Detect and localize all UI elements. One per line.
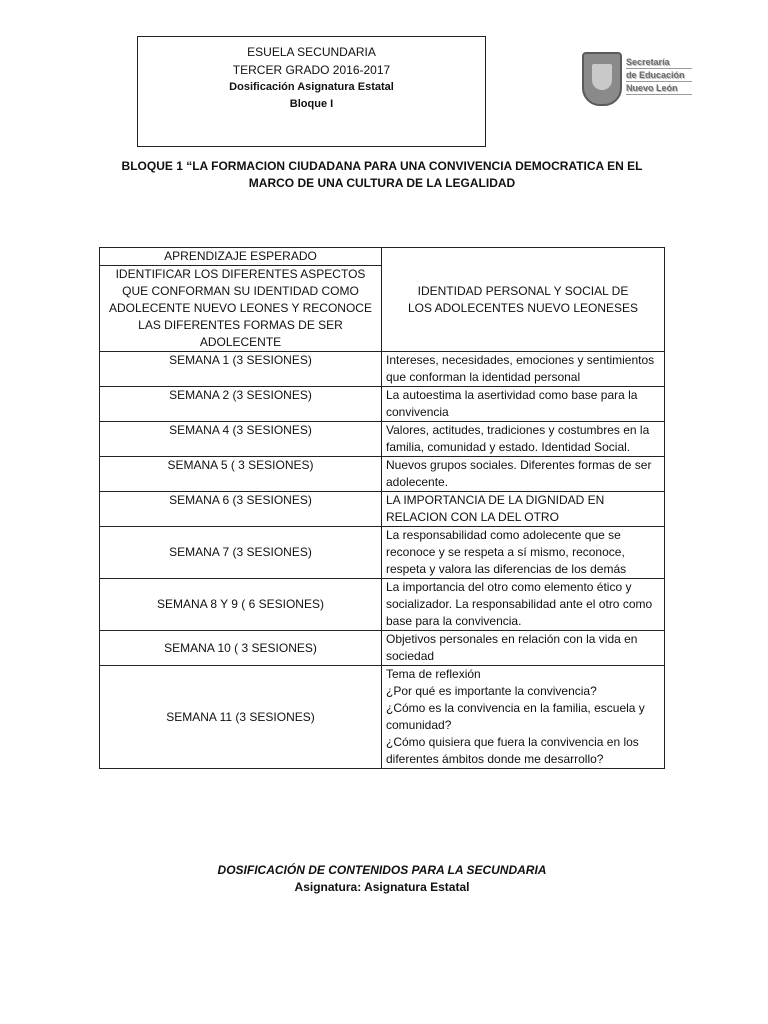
logo-line-2: de Educación: [626, 69, 692, 82]
table-row: [100, 579, 665, 631]
week-cell: SEMANA 7 (3 SESIONES): [100, 527, 382, 579]
expected-learning-text: IDENTIFICAR LOS DIFERENTES ASPECTOS QUE CONFORMAN SU IDENTIDAD COMO ADOLECENTE NUEVO LEONES Y RECONOCE LAS DIFERENTES FORMAS DE SER ADOLECENTE: [109, 267, 372, 349]
logo-text: [626, 56, 692, 95]
table-row: [100, 666, 665, 769]
topic-header: IDENTIDAD PERSONAL Y SOCIAL DE LOS ADOLECENTES NUEVO LEONESES: [382, 248, 665, 352]
table-row: [100, 492, 665, 527]
footer-title: DOSIFICACIÓN DE CONTENIDOS PARA LA SECUNDARIA: [217, 863, 547, 877]
content-cell: Intereses, necesidades, emociones y sentimientos que conforman la identidad personal: [382, 352, 665, 387]
week-cell: SEMANA 4 (3 SESIONES): [100, 422, 382, 457]
table-row: [100, 387, 665, 422]
content-cell: [382, 666, 665, 769]
content-cell: Nuevos grupos sociales. Diferentes formas de ser adolecente.: [382, 457, 665, 492]
content-cell: Objetivos personales en relación con la vida en sociedad: [382, 631, 665, 666]
reflection-line: Tema de reflexión: [386, 667, 481, 681]
table-row: [100, 457, 665, 492]
expected-learning-label: APRENDIZAJE ESPERADO: [100, 248, 381, 266]
expected-learning-cell: [100, 248, 382, 352]
table-header-row: [100, 248, 665, 352]
week-cell: SEMANA 1 (3 SESIONES): [100, 352, 382, 387]
week-cell: SEMANA 8 Y 9 ( 6 SESIONES): [100, 579, 382, 631]
header-box: [137, 36, 486, 147]
logo-line-3: Nuevo León: [626, 82, 692, 95]
content-cell: La importancia del otro como elemento ético y socializador. La responsabilidad ante el otro como base para la convivencia.: [382, 579, 665, 631]
logo-line-1: Secretaría: [626, 56, 692, 69]
reflection-line: ¿Cómo es la convivencia en la familia, escuela y comunidad?: [386, 701, 645, 732]
table-row: [100, 422, 665, 457]
grade-year: TERCER GRADO 2016-2017: [232, 63, 391, 77]
coat-of-arms-icon: [582, 52, 622, 106]
table-row: [100, 631, 665, 666]
week-cell: SEMANA 11 (3 SESIONES): [100, 666, 382, 769]
secretaria-logo: [582, 46, 692, 116]
footer-subject: Asignatura: Asignatura Estatal: [294, 880, 470, 894]
week-cell: SEMANA 5 ( 3 SESIONES): [100, 457, 382, 492]
dosificacion-table: [99, 247, 665, 769]
content-cell: LA IMPORTANCIA DE LA DIGNIDAD EN RELACION CON LA DEL OTRO: [382, 492, 665, 527]
week-cell: SEMANA 10 ( 3 SESIONES): [100, 631, 382, 666]
bloque-title: BLOQUE 1 “LA FORMACION CIUDADANA PARA UNA CONVIVENCIA DEMOCRATICA EN EL MARCO DE UNA CULTURA DE LA LEGALIDAD: [121, 159, 643, 190]
reflection-line: ¿Por qué es importante la convivencia?: [386, 684, 597, 698]
week-cell: SEMANA 2 (3 SESIONES): [100, 387, 382, 422]
table-row: [100, 352, 665, 387]
content-cell: La responsabilidad como adolecente que se reconoce y se respeta a sí mismo, reconoce, respeta y valora las diferencias de los demás: [382, 527, 665, 579]
school-name: ESUELA SECUNDARIA: [247, 45, 376, 59]
block-label: Bloque I: [289, 98, 334, 110]
week-cell: SEMANA 6 (3 SESIONES): [100, 492, 382, 527]
table-row: [100, 527, 665, 579]
reflection-line: ¿Cómo quisiera que fuera la convivencia en los diferentes ámbitos donde me desarrollo?: [386, 735, 639, 766]
content-cell: Valores, actitudes, tradiciones y costumbres en la familia, comunidad y estado. Identidad Social.: [382, 422, 665, 457]
footer: [100, 862, 664, 896]
subject-title: Dosificación Asignatura Estatal: [229, 81, 394, 93]
content-cell: La autoestima la asertividad como base para la convivencia: [382, 387, 665, 422]
